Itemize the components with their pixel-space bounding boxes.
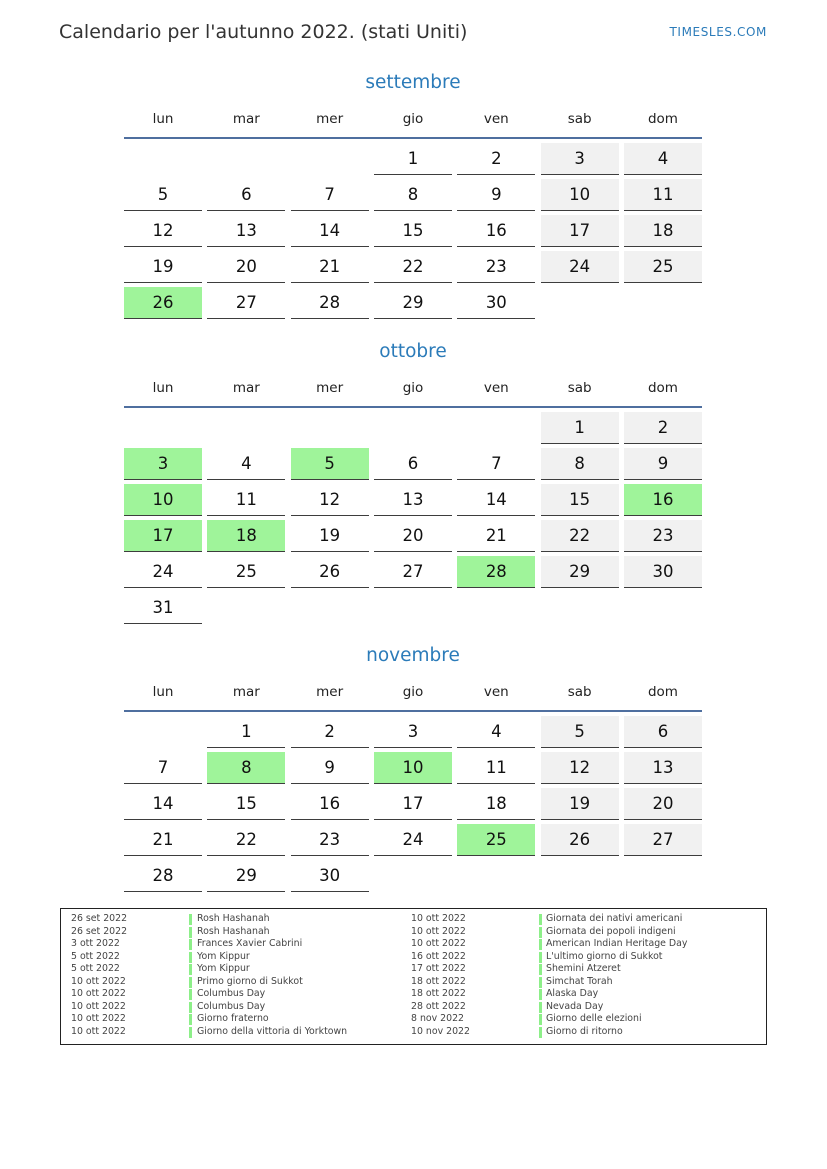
weekend-day-cell: 24: [541, 251, 619, 283]
holiday-day-cell: 10: [374, 752, 452, 784]
day-cell: 29: [374, 287, 452, 319]
day-cell: 21: [291, 251, 369, 283]
weekend-day-cell: 12: [541, 752, 619, 784]
empty-day-cell: [207, 592, 285, 624]
legend-holiday-marker: [189, 1014, 192, 1025]
legend-date: 3 ott 2022: [71, 938, 120, 950]
legend-holiday-marker: [539, 1014, 542, 1025]
weekend-day-cell: 22: [541, 520, 619, 552]
legend-row: [71, 926, 347, 939]
weekday-label: mer: [316, 379, 344, 396]
weekday-label: sab: [567, 684, 592, 700]
legend-row: [411, 1026, 687, 1039]
legend-row: [411, 1013, 687, 1026]
legend-date: 26 set 2022: [71, 925, 128, 937]
legend-date: 10 ott 2022: [411, 938, 466, 950]
empty-day-cell: [541, 287, 619, 319]
legend-holiday-name: Alaska Day: [546, 988, 599, 1000]
empty-day-cell: [124, 716, 202, 748]
legend-holiday-marker: [189, 914, 192, 925]
legend-date: 10 ott 2022: [71, 1013, 126, 1025]
empty-day-cell: [624, 860, 702, 892]
legend-holiday-name: L'ultimo giorno di Sukkot: [546, 950, 663, 962]
empty-day-cell: [207, 412, 285, 444]
legend-holiday-marker: [189, 977, 192, 988]
legend-row: [411, 938, 687, 951]
day-cell: 31: [124, 592, 202, 624]
weekday-label: gio: [402, 111, 424, 127]
day-grid: [124, 143, 702, 319]
day-cell: 9: [457, 179, 535, 211]
day-cell: 7: [457, 448, 535, 480]
weekday-label: dom: [647, 684, 678, 700]
day-cell: 30: [291, 860, 369, 892]
weekday-header: [124, 683, 702, 712]
weekday-label: sab: [567, 111, 592, 127]
weekday-label: lun: [152, 111, 174, 127]
month-title: novembre: [366, 645, 460, 666]
weekday-label: sab: [567, 379, 592, 396]
legend-date: 28 ott 2022: [411, 1000, 466, 1012]
legend-row: [411, 1001, 687, 1014]
day-cell: 20: [374, 520, 452, 552]
day-cell: 24: [124, 556, 202, 588]
legend-holiday-name: Giorno della vittoria di Yorktown: [197, 1025, 348, 1037]
legend-holiday-name: Giornata dei popoli indigeni: [546, 925, 676, 937]
legend-date: 10 ott 2022: [411, 913, 466, 924]
day-cell: 15: [207, 788, 285, 820]
legend-date: 18 ott 2022: [411, 975, 466, 987]
holiday-day-cell: 10: [124, 484, 202, 516]
legend-row: [71, 1026, 347, 1039]
legend-holiday-name: Primo giorno di Sukkot: [197, 975, 303, 987]
day-cell: 4: [457, 716, 535, 748]
month-calendar: [124, 71, 702, 319]
day-cell: 13: [374, 484, 452, 516]
legend-date: 10 ott 2022: [411, 925, 466, 937]
day-cell: 19: [291, 520, 369, 552]
month-calendar: [124, 340, 702, 624]
weekend-day-cell: 26: [541, 824, 619, 856]
day-cell: 28: [124, 860, 202, 892]
weekday-header: [124, 110, 702, 139]
legend-holiday-name: Columbus Day: [197, 988, 266, 1000]
month-title: settembre: [365, 72, 461, 93]
legend-holiday-marker: [539, 914, 542, 925]
weekend-day-cell: 10: [541, 179, 619, 211]
weekend-day-cell: 1: [541, 412, 619, 444]
legend-row: [71, 938, 347, 951]
day-cell: 3: [374, 716, 452, 748]
legend-row: [71, 976, 347, 989]
legend-holiday-name: Rosh Hashanah: [197, 925, 270, 937]
weekend-day-cell: 17: [541, 215, 619, 247]
legend-row: [411, 988, 687, 1001]
weekend-day-cell: 9: [624, 448, 702, 480]
legend-row: [411, 926, 687, 939]
day-grid: [124, 412, 702, 624]
empty-day-cell: [291, 143, 369, 175]
empty-day-cell: [624, 287, 702, 319]
day-cell: 14: [124, 788, 202, 820]
legend-date: 5 ott 2022: [71, 963, 120, 975]
weekday-label: lun: [152, 379, 174, 396]
legend-holiday-name: Columbus Day: [197, 1000, 266, 1012]
empty-day-cell: [541, 860, 619, 892]
weekday-label: mar: [232, 111, 260, 127]
legend-column: [411, 913, 687, 1038]
legend-column: [71, 913, 347, 1038]
month-calendar: [124, 644, 702, 892]
legend-holiday-name: Yom Kippur: [197, 950, 250, 962]
day-cell: 5: [124, 179, 202, 211]
day-cell: 24: [374, 824, 452, 856]
legend-holiday-name: American Indian Heritage Day: [546, 938, 688, 950]
weekday-label: gio: [402, 684, 424, 700]
empty-day-cell: [541, 592, 619, 624]
day-cell: 29: [207, 860, 285, 892]
month-title: ottobre: [379, 340, 447, 362]
legend-holiday-marker: [189, 964, 192, 975]
calendar-months: [124, 71, 702, 913]
day-cell: 1: [374, 143, 452, 175]
day-cell: 7: [124, 752, 202, 784]
weekend-day-cell: 6: [624, 716, 702, 748]
day-cell: 15: [374, 215, 452, 247]
legend-holiday-name: Giorno delle elezioni: [546, 1013, 642, 1025]
weekend-day-cell: 19: [541, 788, 619, 820]
weekday-label: mer: [316, 111, 344, 127]
empty-day-cell: [457, 412, 535, 444]
legend-holiday-marker: [189, 1002, 192, 1013]
legend-holiday-marker: [539, 977, 542, 988]
day-cell: 14: [457, 484, 535, 516]
weekend-day-cell: 11: [624, 179, 702, 211]
holiday-legend: [60, 908, 767, 1045]
legend-holiday-marker: [539, 1002, 542, 1013]
weekend-day-cell: 27: [624, 824, 702, 856]
legend-row: [411, 976, 687, 989]
legend-date: 10 ott 2022: [71, 1000, 126, 1012]
legend-row: [411, 963, 687, 976]
weekend-day-cell: 8: [541, 448, 619, 480]
legend-date: 16 ott 2022: [411, 950, 466, 962]
empty-day-cell: [624, 592, 702, 624]
weekend-day-cell: 29: [541, 556, 619, 588]
empty-day-cell: [124, 412, 202, 444]
legend-holiday-marker: [539, 1027, 542, 1038]
legend-holiday-name: Shemini Atzeret: [546, 963, 621, 975]
weekday-label: ven: [483, 684, 509, 700]
holiday-day-cell: 5: [291, 448, 369, 480]
legend-holiday-marker: [539, 964, 542, 975]
day-cell: 26: [291, 556, 369, 588]
day-cell: 6: [207, 179, 285, 211]
legend-row: [71, 951, 347, 964]
day-cell: 9: [291, 752, 369, 784]
weekend-day-cell: 25: [624, 251, 702, 283]
weekend-day-cell: 13: [624, 752, 702, 784]
holiday-day-cell: 26: [124, 287, 202, 319]
holiday-day-cell: 8: [207, 752, 285, 784]
day-cell: 11: [207, 484, 285, 516]
legend-row: [71, 963, 347, 976]
day-cell: 7: [291, 179, 369, 211]
day-cell: 21: [457, 520, 535, 552]
day-cell: 17: [374, 788, 452, 820]
day-cell: 2: [291, 716, 369, 748]
holiday-day-cell: 17: [124, 520, 202, 552]
legend-holiday-marker: [539, 989, 542, 1000]
weekday-label: lun: [152, 684, 174, 700]
legend-holiday-marker: [189, 952, 192, 963]
day-cell: 28: [291, 287, 369, 319]
weekday-label: gio: [402, 379, 424, 396]
legend-row: [71, 1013, 347, 1026]
day-cell: 2: [457, 143, 535, 175]
day-cell: 27: [207, 287, 285, 319]
holiday-day-cell: 16: [624, 484, 702, 516]
empty-day-cell: [374, 412, 452, 444]
legend-date: 10 ott 2022: [71, 988, 126, 1000]
legend-date: 18 ott 2022: [411, 988, 466, 1000]
legend-holiday-name: Giornata dei nativi americani: [546, 913, 683, 924]
day-cell: 13: [207, 215, 285, 247]
legend-holiday-name: Simchat Torah: [546, 975, 613, 987]
empty-day-cell: [207, 143, 285, 175]
day-cell: 6: [374, 448, 452, 480]
legend-holiday-name: Frances Xavier Cabrini: [197, 938, 303, 950]
legend-holiday-name: Yom Kippur: [197, 963, 250, 975]
day-cell: 25: [207, 556, 285, 588]
legend-holiday-name: Nevada Day: [546, 1000, 604, 1012]
legend-row: [411, 913, 687, 926]
weekend-day-cell: 23: [624, 520, 702, 552]
day-cell: 27: [374, 556, 452, 588]
legend-date: 10 ott 2022: [71, 975, 126, 987]
day-cell: 8: [374, 179, 452, 211]
empty-day-cell: [291, 592, 369, 624]
weekend-day-cell: 4: [624, 143, 702, 175]
day-cell: 16: [457, 215, 535, 247]
legend-holiday-marker: [539, 952, 542, 963]
legend-date: 5 ott 2022: [71, 950, 120, 962]
weekend-day-cell: 15: [541, 484, 619, 516]
day-cell: 1: [207, 716, 285, 748]
legend-date: 26 set 2022: [71, 913, 128, 924]
day-cell: 22: [207, 824, 285, 856]
holiday-day-cell: 25: [457, 824, 535, 856]
day-cell: 14: [291, 215, 369, 247]
legend-row: [71, 1001, 347, 1014]
legend-holiday-marker: [539, 939, 542, 950]
weekday-label: dom: [647, 111, 678, 127]
legend-holiday-name: Giorno fraterno: [197, 1013, 269, 1025]
legend-date: 8 nov 2022: [411, 1013, 465, 1025]
empty-day-cell: [374, 592, 452, 624]
weekend-day-cell: 3: [541, 143, 619, 175]
day-cell: 11: [457, 752, 535, 784]
weekend-day-cell: 20: [624, 788, 702, 820]
legend-holiday-marker: [539, 927, 542, 938]
day-cell: 19: [124, 251, 202, 283]
day-cell: 20: [207, 251, 285, 283]
day-cell: 18: [457, 788, 535, 820]
empty-day-cell: [374, 860, 452, 892]
day-cell: 12: [124, 215, 202, 247]
day-cell: 16: [291, 788, 369, 820]
weekend-day-cell: 2: [624, 412, 702, 444]
empty-day-cell: [457, 860, 535, 892]
legend-holiday-marker: [189, 939, 192, 950]
legend-holiday-marker: [189, 989, 192, 1000]
weekday-label: mar: [232, 379, 260, 396]
legend-date: 10 nov 2022: [411, 1025, 470, 1037]
empty-day-cell: [124, 143, 202, 175]
weekday-label: ven: [483, 379, 509, 396]
legend-holiday-name: Rosh Hashanah: [197, 913, 270, 924]
legend-row: [411, 951, 687, 964]
weekend-day-cell: 5: [541, 716, 619, 748]
legend-date: 17 ott 2022: [411, 963, 466, 975]
day-cell: 22: [374, 251, 452, 283]
weekday-label: mar: [232, 684, 260, 700]
holiday-day-cell: 28: [457, 556, 535, 588]
legend-date: 10 ott 2022: [71, 1025, 126, 1037]
day-cell: 4: [207, 448, 285, 480]
page-title: Calendario per l'autunno 2022. (stati Uniti): [59, 21, 468, 43]
weekend-day-cell: 30: [624, 556, 702, 588]
weekday-label: ven: [483, 111, 509, 127]
weekday-label: dom: [647, 379, 678, 396]
day-cell: 21: [124, 824, 202, 856]
day-cell: 23: [291, 824, 369, 856]
day-cell: 23: [457, 251, 535, 283]
legend-row: [71, 988, 347, 1001]
day-grid: [124, 716, 702, 892]
legend-holiday-marker: [189, 1027, 192, 1038]
holiday-day-cell: 18: [207, 520, 285, 552]
day-cell: 30: [457, 287, 535, 319]
legend-holiday-name: Giorno di ritorno: [546, 1025, 623, 1037]
brand-logo-text: TIMESLES.COM: [669, 25, 767, 39]
weekday-header: [124, 379, 702, 408]
day-cell: 12: [291, 484, 369, 516]
empty-day-cell: [291, 412, 369, 444]
legend-holiday-marker: [189, 927, 192, 938]
legend-row: [71, 913, 347, 926]
holiday-day-cell: 3: [124, 448, 202, 480]
weekend-day-cell: 18: [624, 215, 702, 247]
weekday-label: mer: [316, 684, 344, 700]
empty-day-cell: [457, 592, 535, 624]
